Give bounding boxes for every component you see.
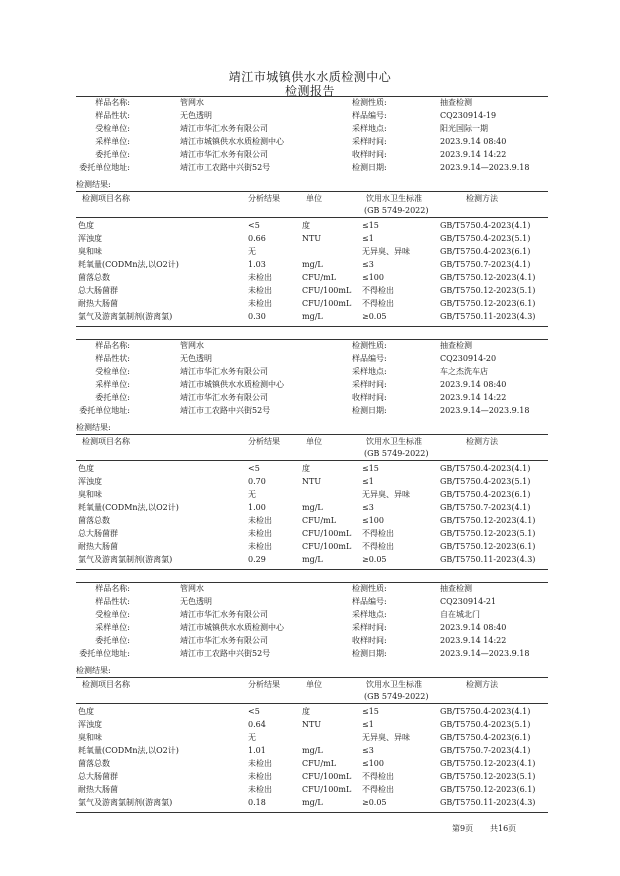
cell-method: GB/T5750.4-2023(6.1) xyxy=(440,247,531,256)
info-value: 2023.9.14 08:40 xyxy=(440,137,507,146)
cell-result: 0.70 xyxy=(248,477,266,486)
cell-item: 总大肠菌群 xyxy=(78,286,118,295)
info-value: 抽查检测 xyxy=(440,584,472,593)
col-unit-header: 单位 xyxy=(306,194,322,203)
cell-standard: ≤15 xyxy=(362,221,379,230)
info-label: 样品性状: xyxy=(95,354,130,363)
cell-method: GB/T5750.11-2023(4.3) xyxy=(440,312,536,321)
rule-line xyxy=(76,703,548,704)
cell-item: 色度 xyxy=(78,707,94,716)
cell-item: 菌落总数 xyxy=(78,516,110,525)
cell-result: <5 xyxy=(248,464,260,473)
cell-method: GB/T5750.4-2023(6.1) xyxy=(440,733,531,742)
cell-method: GB/T5750.12-2023(4.1) xyxy=(440,759,536,768)
cell-result: 未检出 xyxy=(248,772,272,781)
cell-method: GB/T5750.4-2023(4.1) xyxy=(440,707,531,716)
info-label: 样品性状: xyxy=(95,597,130,606)
cell-standard: 不得检出 xyxy=(362,286,394,295)
info-label: 样品性状: xyxy=(95,111,130,120)
cell-result: 未检出 xyxy=(248,785,272,794)
info-value: 管网水 xyxy=(180,98,204,107)
info-label: 采样单位: xyxy=(95,623,130,632)
info-label: 样品编号: xyxy=(352,354,387,363)
cell-item: 色度 xyxy=(78,464,94,473)
info-label: 采样时间: xyxy=(352,137,387,146)
info-label: 委托单位地址: xyxy=(79,649,130,658)
cell-standard: 无异臭、异味 xyxy=(362,247,410,256)
info-value: 无色透明 xyxy=(180,597,212,606)
info-label: 采样地点: xyxy=(352,367,387,376)
cell-result: <5 xyxy=(248,221,260,230)
cell-standard: 不得检出 xyxy=(362,299,394,308)
info-value: 靖江市城镇供水水质检测中心 xyxy=(180,623,284,632)
rule-line xyxy=(76,460,548,461)
cell-standard: ≤1 xyxy=(362,477,374,486)
lab-title: 靖江市城镇供水水质检测中心 xyxy=(228,70,392,84)
info-value: 无色透明 xyxy=(180,111,212,120)
cell-unit: mg/L xyxy=(302,555,323,564)
cell-unit: mg/L xyxy=(302,312,323,321)
cell-item: 氯气及游离氯制剂(游离氯) xyxy=(78,312,173,321)
cell-standard: ≤100 xyxy=(362,516,384,525)
cell-item: 耗氧量(CODMn法,以O2计) xyxy=(78,503,179,512)
cell-unit: CFU/mL xyxy=(302,273,337,282)
cell-result: 0.29 xyxy=(248,555,266,564)
cell-method: GB/T5750.12-2023(5.1) xyxy=(440,772,536,781)
cell-result: 1.03 xyxy=(248,260,266,269)
cell-unit: 度 xyxy=(302,221,310,230)
info-label: 采样地点: xyxy=(352,610,387,619)
cell-standard: ≤15 xyxy=(362,464,379,473)
info-value: 2023.9.14 14:22 xyxy=(440,636,507,645)
info-value: 管网水 xyxy=(180,584,204,593)
info-value: 靖江市城镇供水水质检测中心 xyxy=(180,137,284,146)
col-result-header: 分析结果 xyxy=(248,437,280,446)
info-value: CQ230914-19 xyxy=(440,111,497,120)
cell-method: GB/T5750.4-2023(4.1) xyxy=(440,221,531,230)
info-value: 靖江市工农路中兴街52号 xyxy=(180,163,271,172)
cell-method: GB/T5750.12-2023(6.1) xyxy=(440,299,536,308)
cell-standard: ≤3 xyxy=(362,746,374,755)
results-label: 检测结果: xyxy=(76,423,111,432)
rule-line xyxy=(76,582,548,583)
cell-standard: ≥0.05 xyxy=(362,312,387,321)
info-label: 收样时间: xyxy=(352,636,387,645)
rule-line xyxy=(76,812,548,813)
cell-standard: ≤3 xyxy=(362,260,374,269)
info-label: 采样单位: xyxy=(95,380,130,389)
cell-standard: ≤15 xyxy=(362,707,379,716)
info-value: 自在城北门 xyxy=(440,610,480,619)
info-label: 采样时间: xyxy=(352,380,387,389)
cell-unit: NTU xyxy=(302,720,322,729)
cell-unit: mg/L xyxy=(302,503,323,512)
cell-item: 耗氧量(CODMn法,以O2计) xyxy=(78,746,179,755)
info-label: 委托单位地址: xyxy=(79,163,130,172)
cell-item: 总大肠菌群 xyxy=(78,772,118,781)
cell-standard: 不得检出 xyxy=(362,542,394,551)
cell-unit: mg/L xyxy=(302,798,323,807)
info-value: 靖江市华汇水务有限公司 xyxy=(180,610,268,619)
cell-standard: ≥0.05 xyxy=(362,798,387,807)
cell-item: 浑浊度 xyxy=(78,477,102,486)
cell-result: 0.18 xyxy=(248,798,266,807)
col-item-header: 检测项目名称 xyxy=(82,680,130,689)
cell-result: 0.64 xyxy=(248,720,266,729)
info-value: CQ230914-21 xyxy=(440,597,497,606)
cell-method: GB/T5750.7-2023(4.1) xyxy=(440,503,531,512)
rule-line xyxy=(76,96,548,97)
cell-standard: 不得检出 xyxy=(362,785,394,794)
cell-method: GB/T5750.4-2023(5.1) xyxy=(440,477,531,486)
info-value: 靖江市工农路中兴街52号 xyxy=(180,406,271,415)
info-value: 靖江市华汇水务有限公司 xyxy=(180,393,268,402)
cell-result: 1.00 xyxy=(248,503,266,512)
cell-result: 0.66 xyxy=(248,234,266,243)
cell-method: GB/T5750.12-2023(5.1) xyxy=(440,286,536,295)
rule-line xyxy=(76,434,548,435)
col-result-header: 分析结果 xyxy=(248,194,280,203)
cell-standard: 不得检出 xyxy=(362,772,394,781)
cell-method: GB/T5750.4-2023(5.1) xyxy=(440,234,531,243)
info-label: 样品编号: xyxy=(352,597,387,606)
info-value: 阳光国际一期 xyxy=(440,124,488,133)
info-label: 检测性质: xyxy=(352,341,387,350)
col-standard-header: 饮用水卫生标准 xyxy=(366,437,422,446)
info-value: 2023.9.14—2023.9.18 xyxy=(440,163,530,172)
cell-item: 浑浊度 xyxy=(78,234,102,243)
info-label: 受检单位: xyxy=(95,367,130,376)
cell-unit: NTU xyxy=(302,234,322,243)
cell-unit: CFU/100mL xyxy=(302,529,352,538)
cell-result: 未检出 xyxy=(248,273,272,282)
info-value: 无色透明 xyxy=(180,354,212,363)
cell-method: GB/T5750.12-2023(4.1) xyxy=(440,516,536,525)
info-label: 检测日期: xyxy=(352,163,387,172)
info-label: 样品名称: xyxy=(95,584,130,593)
col-method-header: 检测方法 xyxy=(466,194,498,203)
info-value: 靖江市华汇水务有限公司 xyxy=(180,150,268,159)
cell-result: 无 xyxy=(248,247,256,256)
info-value: 管网水 xyxy=(180,341,204,350)
cell-unit: CFU/100mL xyxy=(302,785,352,794)
cell-standard: ≤1 xyxy=(362,234,374,243)
cell-unit: mg/L xyxy=(302,746,323,755)
info-label: 收样时间: xyxy=(352,393,387,402)
page-number: 第9页 xyxy=(452,824,474,833)
info-value: 靖江市华汇水务有限公司 xyxy=(180,636,268,645)
cell-unit: CFU/100mL xyxy=(302,542,352,551)
cell-standard: ≥0.05 xyxy=(362,555,387,564)
cell-item: 浑浊度 xyxy=(78,720,102,729)
cell-item: 氯气及游离氯制剂(游离氯) xyxy=(78,555,173,564)
col-method-header: 检测方法 xyxy=(466,437,498,446)
cell-standard: 无异臭、异味 xyxy=(362,733,410,742)
col-item-header: 检测项目名称 xyxy=(82,194,130,203)
cell-method: GB/T5750.12-2023(6.1) xyxy=(440,542,536,551)
info-value: 2023.9.14—2023.9.18 xyxy=(440,406,530,415)
cell-unit: mg/L xyxy=(302,260,323,269)
info-value: 2023.9.14—2023.9.18 xyxy=(440,649,530,658)
col-result-header: 分析结果 xyxy=(248,680,280,689)
cell-result: 无 xyxy=(248,733,256,742)
info-label: 样品名称: xyxy=(95,341,130,350)
cell-item: 菌落总数 xyxy=(78,273,110,282)
info-value: CQ230914-20 xyxy=(440,354,497,363)
rule-line xyxy=(76,191,548,192)
info-label: 收样时间: xyxy=(352,150,387,159)
cell-unit: CFU/100mL xyxy=(302,772,352,781)
rule-line xyxy=(76,217,548,218)
info-label: 采样单位: xyxy=(95,137,130,146)
info-label: 采样时间: xyxy=(352,623,387,632)
cell-unit: 度 xyxy=(302,707,310,716)
rule-line xyxy=(76,569,548,570)
cell-item: 耐热大肠菌 xyxy=(78,785,118,794)
cell-item: 色度 xyxy=(78,221,94,230)
cell-result: 0.30 xyxy=(248,312,266,321)
cell-item: 氯气及游离氯制剂(游离氯) xyxy=(78,798,173,807)
cell-method: GB/T5750.4-2023(6.1) xyxy=(440,490,531,499)
col-standard-header: 饮用水卫生标准 xyxy=(366,194,422,203)
cell-unit: CFU/mL xyxy=(302,759,337,768)
rule-line xyxy=(76,677,548,678)
cell-standard: ≤1 xyxy=(362,720,374,729)
info-label: 检测日期: xyxy=(352,649,387,658)
cell-result: <5 xyxy=(248,707,260,716)
info-label: 检测性质: xyxy=(352,98,387,107)
cell-standard: 不得检出 xyxy=(362,529,394,538)
cell-method: GB/T5750.4-2023(4.1) xyxy=(440,464,531,473)
cell-result: 1.01 xyxy=(248,746,266,755)
info-label: 委托单位: xyxy=(95,150,130,159)
results-label: 检测结果: xyxy=(76,666,111,675)
col-method-header: 检测方法 xyxy=(466,680,498,689)
info-value: 2023.9.14 08:40 xyxy=(440,380,507,389)
rule-line xyxy=(76,326,548,327)
info-value: 2023.9.14 14:22 xyxy=(440,393,507,402)
cell-standard: ≤100 xyxy=(362,759,384,768)
cell-unit: CFU/100mL xyxy=(302,286,352,295)
cell-item: 耐热大肠菌 xyxy=(78,299,118,308)
info-label: 委托单位地址: xyxy=(79,406,130,415)
cell-unit: CFU/mL xyxy=(302,516,337,525)
results-label: 检测结果: xyxy=(76,180,111,189)
cell-method: GB/T5750.11-2023(4.3) xyxy=(440,798,536,807)
cell-item: 耗氧量(CODMn法,以O2计) xyxy=(78,260,179,269)
cell-result: 未检出 xyxy=(248,299,272,308)
info-label: 样品名称: xyxy=(95,98,130,107)
cell-unit: 度 xyxy=(302,464,310,473)
cell-item: 菌落总数 xyxy=(78,759,110,768)
cell-method: GB/T5750.12-2023(5.1) xyxy=(440,529,536,538)
cell-result: 未检出 xyxy=(248,286,272,295)
cell-result: 未检出 xyxy=(248,759,272,768)
info-value: 车之杰洗车店 xyxy=(440,367,488,376)
info-label: 检测日期: xyxy=(352,406,387,415)
info-value: 抽查检测 xyxy=(440,341,472,350)
rule-line xyxy=(76,339,548,340)
cell-standard: 无异臭、异味 xyxy=(362,490,410,499)
info-value: 2023.9.14 14:22 xyxy=(440,150,507,159)
col-standard-code: (GB 5749-2022) xyxy=(364,206,429,215)
cell-result: 未检出 xyxy=(248,542,272,551)
cell-item: 臭和味 xyxy=(78,490,102,499)
cell-item: 臭和味 xyxy=(78,733,102,742)
cell-item: 总大肠菌群 xyxy=(78,529,118,538)
cell-method: GB/T5750.12-2023(6.1) xyxy=(440,785,536,794)
info-value: 抽查检测 xyxy=(440,98,472,107)
info-value: 靖江市城镇供水水质检测中心 xyxy=(180,380,284,389)
info-label: 采样地点: xyxy=(352,124,387,133)
info-label: 检测性质: xyxy=(352,584,387,593)
cell-result: 未检出 xyxy=(248,529,272,538)
cell-method: GB/T5750.11-2023(4.3) xyxy=(440,555,536,564)
info-label: 委托单位: xyxy=(95,636,130,645)
cell-method: GB/T5750.7-2023(4.1) xyxy=(440,260,531,269)
info-value: 靖江市华汇水务有限公司 xyxy=(180,124,268,133)
page-total: 共16页 xyxy=(490,824,517,833)
cell-unit: CFU/100mL xyxy=(302,299,352,308)
report-subtitle: 检测报告 xyxy=(284,84,335,98)
info-value: 靖江市工农路中兴街52号 xyxy=(180,649,271,658)
cell-item: 耐热大肠菌 xyxy=(78,542,118,551)
cell-result: 无 xyxy=(248,490,256,499)
cell-unit: NTU xyxy=(302,477,322,486)
cell-result: 未检出 xyxy=(248,516,272,525)
col-standard-code: (GB 5749-2022) xyxy=(364,449,429,458)
col-standard-header: 饮用水卫生标准 xyxy=(366,680,422,689)
info-value: 靖江市华汇水务有限公司 xyxy=(180,367,268,376)
col-standard-code: (GB 5749-2022) xyxy=(364,692,429,701)
cell-method: GB/T5750.7-2023(4.1) xyxy=(440,746,531,755)
info-label: 受检单位: xyxy=(95,610,130,619)
col-unit-header: 单位 xyxy=(306,437,322,446)
cell-item: 臭和味 xyxy=(78,247,102,256)
cell-method: GB/T5750.12-2023(4.1) xyxy=(440,273,536,282)
info-label: 委托单位: xyxy=(95,393,130,402)
col-unit-header: 单位 xyxy=(306,680,322,689)
col-item-header: 检测项目名称 xyxy=(82,437,130,446)
info-label: 样品编号: xyxy=(352,111,387,120)
cell-standard: ≤3 xyxy=(362,503,374,512)
cell-standard: ≤100 xyxy=(362,273,384,282)
info-value: 2023.9.14 08:40 xyxy=(440,623,507,632)
cell-method: GB/T5750.4-2023(5.1) xyxy=(440,720,531,729)
info-label: 受检单位: xyxy=(95,124,130,133)
